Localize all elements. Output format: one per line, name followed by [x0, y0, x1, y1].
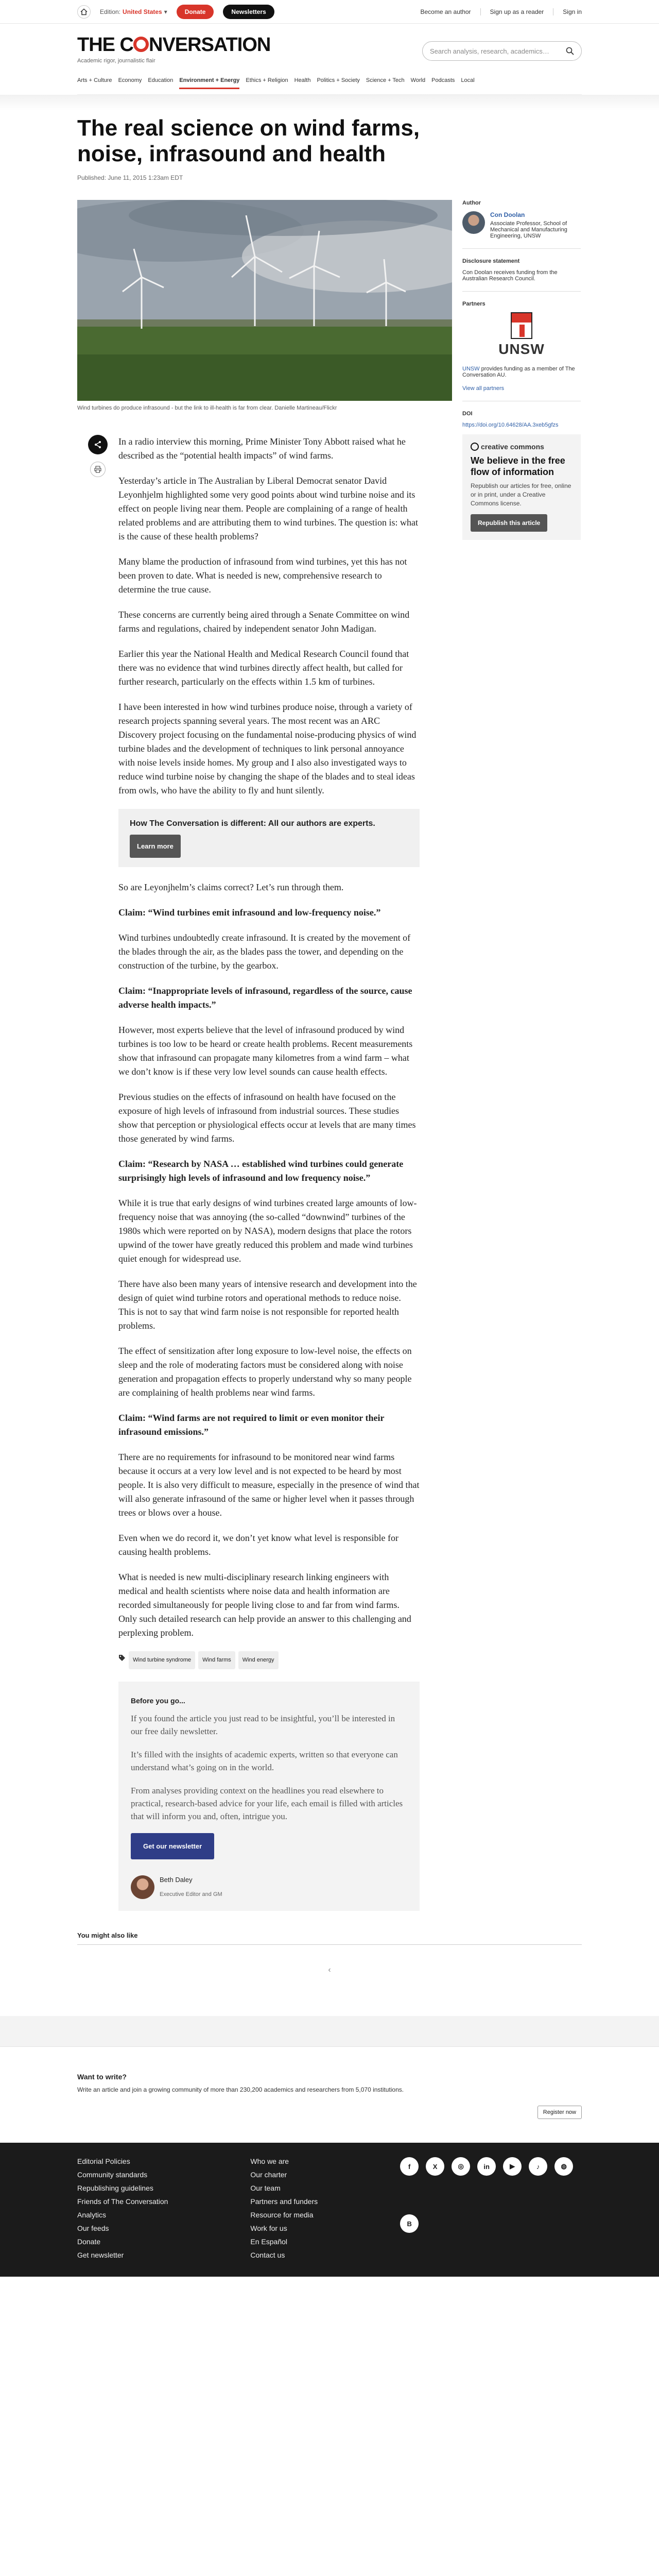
- appeal-title: Before you go...: [131, 1697, 185, 1705]
- avatar[interactable]: [462, 211, 485, 234]
- nav-item[interactable]: Health: [294, 77, 311, 83]
- partner-description: provides funding as a member of The Conversation AU.: [462, 366, 575, 378]
- site-logo[interactable]: [77, 34, 270, 56]
- topic-tags: [118, 1651, 420, 1669]
- bluesky-icon[interactable]: B: [400, 2214, 419, 2233]
- photo-caption: Wind turbines do produce infrasound - but the link to ill-health is far from clear. Danielle Martineau/Flickr: [77, 405, 337, 411]
- learn-more-button[interactable]: Learn more: [130, 835, 181, 858]
- footer-link[interactable]: Republishing guidelines: [77, 2184, 153, 2192]
- disclosure-text: Con Doolan receives funding from the Australian Research Council.: [462, 269, 558, 282]
- paragraph: So are Leyonjhelm’s claims correct? Let’s run through them.: [118, 882, 344, 892]
- footer-link[interactable]: Our feeds: [77, 2224, 109, 2232]
- signup-link[interactable]: Sign up as a reader: [480, 8, 544, 15]
- footer-link[interactable]: Friends of The Conversation: [77, 2197, 168, 2206]
- home-icon[interactable]: [77, 5, 91, 19]
- tag-icon: [118, 1653, 126, 1667]
- nav-item[interactable]: Science + Tech: [366, 77, 405, 83]
- doi-link[interactable]: https://doi.org/10.64628/AA.3xeb5gfzs: [462, 422, 559, 428]
- instagram-icon[interactable]: ◎: [452, 2157, 470, 2176]
- signin-link[interactable]: Sign in: [553, 8, 582, 15]
- paragraph: Previous studies on the effects of infrasound on health have focused on the exposure of high levels of infrasound from industrial sources. These studies show that perception or physiological effects occur at levels that are many times those generated by wind farms.: [118, 1092, 416, 1144]
- edition-label: Edition:: [100, 8, 121, 15]
- disclosure-heading: Disclosure statement: [462, 258, 520, 264]
- republish-title: We believe in the free flow of information: [471, 455, 565, 477]
- republish-text: Republish our articles for free, online or in print, under a Creative Commons license.: [471, 482, 571, 507]
- chevron-down-icon: ▾: [164, 8, 167, 15]
- nav-item[interactable]: Local: [461, 77, 475, 83]
- wind-turbines-illustration: [77, 200, 452, 401]
- x-icon[interactable]: X: [426, 2157, 444, 2176]
- newsletters-button[interactable]: Newsletters: [223, 5, 274, 19]
- author-card: [462, 211, 581, 239]
- write-section: [0, 2047, 659, 2114]
- promo-box: [118, 809, 420, 867]
- youtube-icon[interactable]: ▶: [503, 2157, 522, 2176]
- related-title: You might also like: [77, 1931, 582, 1945]
- author-info: [490, 211, 581, 239]
- avatar: [131, 1875, 154, 1899]
- paragraph: The effect of sensitization after long exposure to low-level noise, the effects on sleep and the role of moderating factors must be considered along with noise generation and propagation effects to properly understand why so many people are complaining of health problems near wind farms.: [118, 1346, 412, 1398]
- section-nav: [77, 77, 582, 95]
- sidebar: [462, 200, 581, 1911]
- content: [0, 181, 659, 1911]
- paragraph: There are no requirements for infrasound to be monitored near wind farms because it occurs at a very low level and is not expected to be heard by most people. It is also very difficult to measure, especially in the presence of wind that will also generate infrasound of the same or higher level when it passes through trees or blows over a house.: [118, 1452, 420, 1518]
- account-links: [420, 8, 582, 15]
- partner-text: [462, 366, 581, 378]
- appeal-paragraph: It’s filled with the insights of academic experts, written so that everyone can understand what’s going on in the world.: [131, 1750, 398, 1772]
- nav-item[interactable]: Politics + Society: [317, 77, 360, 83]
- footer-link[interactable]: Community standards: [77, 2171, 148, 2179]
- paragraph: These concerns are currently being aired through a Senate Committee on wind farms and regulations, chaired by independent senator John Madigan.: [118, 609, 410, 634]
- unsw-wordmark: UNSW: [498, 341, 545, 357]
- footer-link[interactable]: Get newsletter: [77, 2251, 124, 2259]
- divider: [462, 291, 581, 292]
- share-rail: [77, 435, 118, 1911]
- appeal-paragraph: From analyses providing context on the headlines you read elsewhere to practical, research-based advice for your life, each email is filled with articles that will inform you and, often, intrigue you.: [131, 1786, 403, 1821]
- nav-item[interactable]: Ethics + Religion: [246, 77, 288, 83]
- footer-link[interactable]: Donate: [77, 2238, 101, 2246]
- top-bar: [0, 0, 659, 24]
- tag-link[interactable]: Wind energy: [238, 1651, 279, 1669]
- tiktok-icon[interactable]: ♪: [529, 2157, 547, 2176]
- signer-name: Beth Daley: [160, 1876, 193, 1884]
- signer-role: Executive Editor and GM: [160, 1891, 222, 1897]
- write-text: Write an article and join a growing community of more than 230,200 academics and researchers from 5,070 institutions.: [77, 2086, 404, 2093]
- nav-item[interactable]: Arts + Culture: [77, 77, 112, 83]
- logo-text-start: THE C: [77, 34, 133, 56]
- nav-item[interactable]: Environment + Energy: [179, 77, 239, 89]
- section-divider: [0, 2016, 659, 2047]
- newsletter-appeal: [118, 1682, 420, 1911]
- appeal-paragraph: If you found the article you just read to be insightful, you’ll be interested in our free daily newsletter.: [131, 1714, 395, 1736]
- register-button[interactable]: Register now: [537, 2106, 582, 2119]
- linkedin-icon[interactable]: in: [477, 2157, 496, 2176]
- partners-heading: Partners: [462, 301, 485, 307]
- nav-item[interactable]: Education: [148, 77, 174, 83]
- tag-link[interactable]: Wind turbine syndrome: [129, 1651, 195, 1669]
- paragraph: There have also been many years of intensive research and development into the design of quiet wind turbine rotors and operational methods to reduce noise. This is not to say that wind farm noise is not responsible for reported health problems.: [118, 1279, 417, 1331]
- threads-icon[interactable]: ◍: [554, 2157, 573, 2176]
- paragraph: What is needed is new multi-disciplinary research linking engineers with medical and health scientists where noise data and health information are recorded simultaneously for people living close to and far from wind farms. Only such detailed research can help provide an answer to this challenging and perplexing problem.: [118, 1572, 411, 1638]
- edition-selector[interactable]: [100, 8, 167, 15]
- cc-logo-text: creative commons: [481, 443, 544, 451]
- logo-text-end: NVERSATION: [149, 34, 271, 56]
- claim-heading: Claim: “Inappropriate levels of infrasound, regardless of the source, cause adverse health impacts.”: [118, 986, 412, 1010]
- wind-turbines-photo: [77, 200, 452, 401]
- related-section: [0, 1911, 659, 1995]
- write-title: Want to write?: [77, 2073, 127, 2081]
- tagline: Academic rigor, journalistic flair: [77, 58, 155, 64]
- footer-link[interactable]: Who we are: [250, 2157, 289, 2165]
- creative-commons-icon: [471, 443, 573, 451]
- claim-heading: Claim: “Wind turbines emit infrasound and low-frequency noise.”: [118, 907, 381, 918]
- footer-links-1: [77, 2157, 168, 2264]
- search-input[interactable]: [422, 41, 582, 61]
- nav-item[interactable]: Podcasts: [431, 77, 455, 83]
- author-name[interactable]: Con Doolan: [490, 211, 525, 218]
- signer: [131, 1873, 407, 1902]
- get-newsletter-button[interactable]: Get our newsletter: [131, 1833, 214, 1859]
- paragraph: Even when we do record it, we don’t yet know what level is responsible for causing health problems.: [118, 1533, 399, 1557]
- logo-circle-icon: [133, 37, 149, 52]
- doi-heading: DOI: [462, 411, 473, 417]
- donate-button[interactable]: Donate: [177, 5, 214, 19]
- main-column: [77, 200, 452, 1911]
- footer-link[interactable]: Work for us: [250, 2224, 287, 2232]
- paragraph: In a radio interview this morning, Prime Minister Tony Abbott raised what he described as the “potential health impacts” of wind farms.: [118, 436, 406, 461]
- tag-link[interactable]: Wind farms: [198, 1651, 235, 1669]
- paragraph: Earlier this year the National Health and Medical Research Council found that there was no evidence that wind turbines directly affect health, but called for further research, particularly on the effects within 1.5 km of turbines.: [118, 649, 409, 687]
- article-header: [0, 110, 659, 181]
- footer-link[interactable]: Our team: [250, 2184, 281, 2192]
- footer-link[interactable]: En Español: [250, 2238, 287, 2246]
- nav-item[interactable]: Economy: [118, 77, 142, 83]
- edition-value: United States: [123, 8, 162, 15]
- top-bar-left: [77, 5, 274, 19]
- loading-icon: ‹: [328, 1965, 331, 1974]
- republish-button[interactable]: Republish this article: [471, 514, 547, 532]
- footer-link[interactable]: Analytics: [77, 2211, 107, 2219]
- search-icon[interactable]: [566, 47, 574, 55]
- article: [77, 435, 452, 1911]
- paragraph: I have been interested in how wind turbines produce noise, through a variety of research projects spanning several years. The most recent was an ARC Discovery project focusing on the fundamental noise-producing physics of wind turbine blades and the development of techniques to link personal annoyance with noise levels inside homes. My group and I also also investigated ways to reduce wind turbine noise by changing the shape of the blades and to steal ideas from owls, who have the ability to fly and hunt silently.: [118, 702, 417, 795]
- paragraph: Yesterday’s article in The Australian by Liberal Democrat senator David Leyonhjelm highlighted some very good points about wind turbine noise and its effect on people living near them. People are complaining of a range of health related problems and are attributing them to wind turbines. The question is: what is the cause of these health problems?: [118, 476, 419, 541]
- claim-heading: Claim: “Wind farms are not required to limit or even monitor their infrasound emissions.”: [118, 1413, 385, 1437]
- paragraph: Many blame the production of infrasound from wind turbines, yet this has not been proven to date. What is needed is new, comprehensive research to determine the true cause.: [118, 556, 407, 595]
- republish-box: [462, 434, 581, 540]
- claim-heading: Claim: “Research by NASA … established wind turbines could generate surprisingly high levels of infrasound and low frequency noise.”: [118, 1159, 404, 1183]
- paragraph: Wind turbines undoubtedly create infrasound. It is created by the movement of the blades through the air, as the blades pass the tower, and depending on the construction of the turbine, by the gearbox.: [118, 933, 411, 971]
- article-body: [118, 435, 420, 1911]
- become-author-link[interactable]: Become an author: [420, 8, 471, 15]
- brand: [77, 34, 270, 64]
- facebook-icon[interactable]: f: [400, 2157, 419, 2176]
- nav-divider: [0, 95, 659, 110]
- nav-item[interactable]: World: [410, 77, 426, 83]
- print-icon[interactable]: [90, 462, 106, 477]
- promo-title: How The Conversation is different: All our authors are experts.: [130, 819, 375, 828]
- article-title: The real science on wind farms, noise, infrasound and health: [77, 115, 420, 166]
- footer-links-2: [250, 2157, 318, 2264]
- unsw-logo[interactable]: [462, 312, 581, 358]
- author-heading: Author: [462, 200, 481, 206]
- footer-link[interactable]: Editorial Policies: [77, 2157, 130, 2165]
- paragraph: However, most experts believe that the level of infrasound produced by wind turbines is too low to be heard or create health problems. Recent measurements show that infrasound can propagate many kilometres from a wind farm – what we don’t know is if these very low level sounds can cause health effects.: [118, 1025, 413, 1077]
- paragraph: While it is true that early designs of wind turbines created large amounts of low-frequency noise that was annoying (the so-called “downwind” turbines of the 1980s which were reported on by NASA), modern designs that place the rotors upwind of the tower have greatly reduced this problem and made wind turbines quiet enough for widespread use.: [118, 1198, 417, 1264]
- view-partners-link[interactable]: View all partners: [462, 385, 505, 392]
- share-icon[interactable]: [88, 435, 108, 454]
- partner-link[interactable]: UNSW: [462, 366, 480, 372]
- signer-info: [160, 1873, 222, 1902]
- published-date: Published: June 11, 2015 1:23am EDT: [77, 174, 183, 181]
- unsw-shield-icon: [511, 312, 532, 339]
- footer: [0, 2143, 659, 2277]
- search-placeholder: Search analysis, research, academics…: [430, 47, 549, 55]
- social-links: [400, 2157, 575, 2264]
- footer-link[interactable]: Contact us: [250, 2251, 285, 2259]
- masthead: [0, 24, 659, 64]
- author-role: Associate Professor, School of Mechanical and Manufacturing Engineering, UNSW: [490, 221, 567, 239]
- footer-link[interactable]: Resource for media: [250, 2211, 314, 2219]
- footer-link[interactable]: Our charter: [250, 2171, 287, 2179]
- divider: [462, 248, 581, 249]
- footer-link[interactable]: Partners and funders: [250, 2197, 318, 2206]
